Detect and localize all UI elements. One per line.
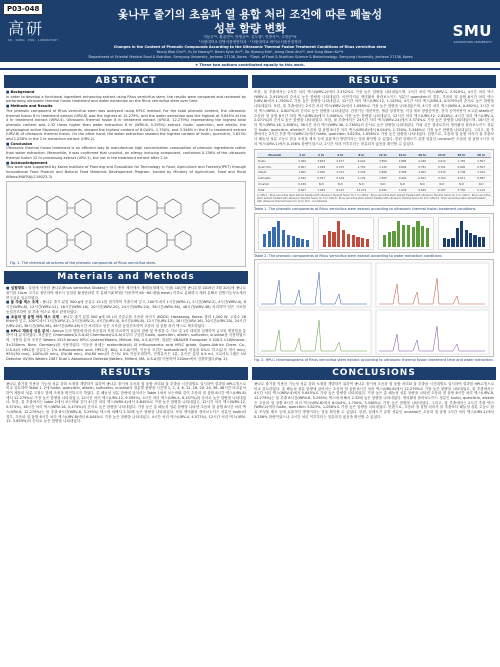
table-cell: 0.497 [312,175,331,181]
table-cell: N.D [331,181,350,187]
results-left-heading: RESULTS [4,367,248,380]
mini-chart-bar [352,235,355,247]
affiliation-english: ¹Department of Oriental Medical Food & Nutrition, Semyung University, Jecheon 27136, Korea · ²Dept. of Food & Nutrition Science & Biotechnology, Semyung University, Jecheon 27136, Korea [87,55,413,59]
table-1-header-cell: 2 hr [312,152,331,157]
table-1-header-cell: 8 hr [350,152,373,157]
table-cell: 8.157 [331,187,350,193]
mini-chart-bar [447,239,450,247]
abstract-methods: The phenolic component of Rhus vernicifua stem was analyzed using HPLC method. For the total phenolic content, the ultrasonic thermal fusion 8 hr treatment extract (URV-8) was the highest at 12.279%, and the water extraction was the highest at 5.645% at the 4 hr treatment extract (WRV-4). Ultrasonic thermal fusion 8 hr treatment extract (URV-8, 12.279%) representing the highest total phenolic content was 2.32 times higher than water extraction 8 hr (WRV-8, 5.295%) extract. fustin, quercitrin, and afzelin, the physiological active flavonoid components, showed the highest content of 6.044%, 1.750%, and 3.346% in the 8 hr treatment extract (URV-8) of ultrasonic thermal fusion. On the other hand, the water extraction showed the highest content of fustin, quercitrin, 3.823% and 1.058% in the 2 hr extraction extract (URV-2). [6,108,246,142]
university-logo [453,22,492,44]
poster-header [0,0,500,62]
mini-chart-bar [366,239,369,247]
lab-logo-mark: 高研 [8,19,45,38]
mini-chart-bar [421,226,424,247]
figure-1-caption: Fig. 1. The chemical structures of the phenolic compounds of Rhus vernicifua stem. [10,260,157,265]
table-cell: 1.781 [452,158,472,164]
table-cell: 7.283 [312,187,331,193]
table-cell: 0.620 [452,164,472,170]
table-cell: Afzelin [257,169,293,175]
mini-chart-bar [392,231,395,247]
mini-chart-bar [397,221,400,247]
mini-chart-bar [412,227,415,247]
table-cell: 0.156 [293,181,312,187]
table-cell: 4.577 [331,158,350,164]
authors-korean: 지동우¹*, 황효민¹*, 안병균¹*, 김도형¹, 안중욱¹*, 고현준¹*† [203,35,297,39]
table-cell: 3.859 [373,158,393,164]
table-cell: 2.601 [412,169,432,175]
mini-chart-bar [292,236,295,246]
table-cell: 0.700 [432,175,452,181]
table-cell: N.D [350,181,373,187]
mini-chart-bar [272,227,275,247]
conclusions-heading: CONCLUSIONS [252,367,496,380]
equal-contribution-note: ★ These two authors contributed equally to this work. [0,62,500,70]
mini-chart-bar [473,235,476,247]
lab-logo-text: KO · DONG · EON · LABORATORY [8,39,59,42]
abstract-body: ■ Background In order to develop a functional ingredient enhancing extract using Rhus vernicifua stem, the results were compared and reviewed by performing ultrasonic thermal fusion treatment and water extraction on the Rhus vernicifua stem over time. ■ Methods and Results The phenolic component of Rhus vernicifua stem was analyzed using HPLC method. For the total phenolic content, the ultrasonic thermal fusion 8 hr treatment extract (URV-8) was the highest at 12.279%, and the water extraction was the highest at 5.645% at the 4 hr treatment extract (WRV-4). Ultrasonic thermal fusion 8 hr treatment extract (URV-8, 12.279%) representing the highest total phenolic content was 2.32 times higher than water extraction 8 hr (WRV-8, 5.295%) extract. fustin, quercitrin, and afzelin, the physiological active flavonoid components, showed the highest content of 6.044%, 1.750%, and 3.346% in the 8 hr treatment extract (URV-8) of ultrasonic thermal fusion. On the other hand, the water extraction showed the highest content of fustin, quercitrin, 3.823% and 1.058% in the 2 hr extraction extract (URV-2). ■ Conclusion Ultrasonic thermal fusion treatment is an efficient way to manufacture high concentration composition of phenolic ingredients rather than water extraction. Meanwhile, it was confirmed that urushiol, an allergy inducing component, contained 0.156% of the ultrasonic thermal fusion 12 hr processing extract (URV-1), but not in the treatment extract after 2 hr. ■ Acknowledgement This work was supported by Korea Institute of Planning and Evaluation for Technology in Food, Agriculture and Forestry(IPET) through Innovational Food Product and Natural Food Materials Development Program, funded by Ministry of Agriculture, Food and Rural Affairs(MAFRA)(119023-3) [6,90,246,179]
mini-chart-4 [438,217,490,250]
abstract-background: In order to develop a functional ingredient enhancing extract using Rhus vernicifua stem, the results were compared and reviewed by performing ultrasonic thermal fusion treatment and water extraction on the Rhus vernicifua stem over time. [6,94,246,104]
table-cell: 1.750 [350,164,373,170]
table-cell: 3.346 [350,169,373,175]
table-1-footnote: 1) URV-1 : Rhus vernicifua stem extract treated with ultrasonic thermal fusion for 1 hr; URV-2 : Rhus vernicifua stem extract treated with ultrasonic thermal fusion for 2 hr; URV-4 : Rhus vernicifua stem extract treated with ultrasonic thermal fusion for 4 hr; URV-8 : Rhus vernicifua stem extract treated with ultrasonic thermal fusion for 8 hr; URV-12 : Rhus vernicifua stem extract treated with ultrasonic thermal fusion for 12 hr. N.D : not detected. [257,194,491,204]
table-cell: 0.534 [331,175,350,181]
table-cell: 7.629 [393,187,413,193]
table-cell: Total [257,187,293,193]
table-cell: 0.587 [471,175,491,181]
table-cell: 5.750 [452,187,472,193]
mini-chart-bar [451,238,454,247]
table-cell: Sulfuretin [257,175,293,181]
conclusions-body: 옻나무 줄기를 이용한 기능성 성분 강화 소재를 개발하기 위하여 옻나무 줄기에 초음파 열 융합 처리와 물 추출을 시간대별로 실시하여 결과를 HPLC법으로 비교 검토하였다. 총 페놀성 성분 함량에 있어서는 초음파 열 융합 8시간 처리 엑스(URV-8)에서 12.279%로 가장 높은 함량을 나타내었고, 물 추출에서는 4시간 처리 엑스(WRV-4)에서 5.645%로 가장 높은 함량을 나타내었다. 가장 높은 총 페놀성 성분 함량을 나타낸 초음파 열 융합 8시간 처리 엑스(URV-8, 12.279%)는 물 추출 8시간(WRV-8, 5.295%) 엑스에 비해서 2.32배 높은 함량을 나타내었다. 생리활성 플라보노이드 성분인 fustin, quercitrin, afzelin은 초음파 열 융합 8시간 처리 엑스(URV-8)에서 6.044%, 1.750%, 3.346%로 가장 높은 함량을 나타내었다. 그리고, 물 추출에서는 2시간 추출 엑스(WRV-2)에서 fustin, quercitrin 3.823%, 1.058%로 가장 높은 함량을 나타내었다. 한편으로, 초음파 열 융합 처리가 물 추출보다 페놀성 성분 고농도 함유 조성물 제조 등에 효율적인 방법이라는 것을 확인할 수 있었다. 한편, 알레르기 유발 성분인 urushiol은 초음파 열 융합 1시간 처리 엑스(URV-1)에서 0.156% 함량이었으나, 2시간 처리 이후부터는 함유되지 않음을 확인할 수 있었다. [254,381,494,419]
table-cell: 2.012 [432,158,452,164]
materials-item-hplc: ■ HPLC 재료성 성분 분석 : Amiya 등의 방법에 따라 표준물과 직접 비교하여 성분의 함량 및 측정을 수 지료 및 1차 내외를 실행하여 급코피 계현법을 통하여 내 분석하였다. 표준물은 Chromadex(U.S.A)와 Chemfaces(U.S.A)로부터 구입한 fustin, quercitrin, afzelin, sulfuretin, urushiol을 사용하였으며, 사용한 분석 조건은 Waters 1525 binary HPLC system(Waters, Milford, MA, U.S.A)이며, 컬럼은 KNAUER Eurospher II 100-5 C18(Knauer, 3×250mm, Born, Germany)을 사용하였다. 이동상 용매는 acetonitrile(A) 와 trifluoroacetic acid HPLC grade, Sigma-Aldrich Chem. Co., U.S.A)의 HPLC용 증류수는 1% trifluoroacetic acid, HPLC용, B&J, U.S.A)이며, 이동상 조건은 acetonitrile의 비율을 0%로 하고(분석 개시 min), 95%(30 min), 100%(45 min), 0%(46 min), 0%(60 min)의 순서로 0% 이동조절하여, 전개유속은 1분, 유속은 분당 0.9 ml, 크로마토그램은 UV Detector UV/Vis Waters 2487 Dual λ Absorbance Detector(Waters, Milford, MA, U.S.A)를 이용하여 220nm에서 검출하였다(Fig. 2). [6,328,246,361]
mini-chart-bar [482,237,485,247]
title-english: Changes in the Content of Phenolic Compounds According to the Ultrasonic Thermal Fusion Treatment Conditions of Rhus vernicifua stem [113,45,387,49]
table-cell: 6.633 [412,187,432,193]
mini-chart-bar [263,234,266,247]
table-cell: Fustin [257,158,293,164]
mini-chart-bar [361,238,364,247]
university-logo-mark: SMU [452,22,492,40]
table-1-header-cell: Phenolic [257,152,293,157]
mini-chart-bar [332,232,335,246]
mini-chart-bar [347,234,350,247]
mini-chart-bar [443,238,446,247]
table-cell: 1.905 [312,169,331,175]
mini-chart-3 [378,217,434,250]
authors-english: Young Woo Cho¹*, Yu Jin Hwang¹*, Beom Kyun An¹*, Do Hyeong Kim¹, Jeong Deuk Ahn¹*, and Sung Woon Ko¹*† [156,50,344,54]
mini-chart-bar [328,231,331,247]
table-cell: 6.044 [350,158,373,164]
table-cell: N.D [373,181,393,187]
table-1-header-cell: 36 hr [452,152,472,157]
mini-chart-bar [337,221,340,247]
title-korean-line1: 옻나무 줄기의 초음파 열 용합 처리 조건에 따른 페놀성 [117,8,383,21]
mini-chart-bar [342,230,345,247]
table-cell: Urushiol [257,181,293,187]
table-cell: 1.139 [350,175,373,181]
lab-logo [8,16,68,42]
figure-2-chromatograms [254,259,494,357]
table-cell: 2.738 [452,169,472,175]
figure-1-structures [6,181,246,267]
mini-chart-bar [465,230,468,247]
table-cell: 12.279 [350,187,373,193]
mini-chart-bar [407,225,410,247]
mini-chart-bar [469,233,472,246]
table-2-charts [254,213,494,253]
table-cell: N.D [432,181,452,187]
table-1-caption: Table 1. The phenolic components of Rhus vernicifua stem extract according to ultrasonic thermal fusion treatment conditions. [254,207,477,212]
table-cell: 2.885 [393,158,413,164]
table-1-header-cell: 1 hr [293,152,312,157]
mini-chart-bar [383,235,386,247]
mini-chart-bar [426,228,429,247]
table-cell: Quercitrin [257,164,293,170]
table-2-caption: Table 2. The phenolic components of Rhus vernicifua stem extract according to water extraction conditions [254,253,442,258]
table-cell: 0.781 [412,164,432,170]
table-cell: 3.374 [432,169,452,175]
materials-heading: Materials and Methods [4,271,248,284]
chromatogram-drawing [255,260,493,356]
abstract-acknowledgement: This work was supported by Korea Institute of Planning and Evaluation for Technology in Food, Agriculture and Forestry(IPET) through Innovational Food Product and Natural Food Materials Development Program, funded by Ministry of Agriculture, Food and Rural Affairs(MAFRA)(119023-3) [6,165,246,179]
abstract-conclusion: Ultrasonic thermal fusion treatment is an efficient way to manufacture high concentration composition of phenolic ingredients rather than water extraction. Meanwhile, it was confirmed that urushiol, an allergy inducing component, contained 0.156% of the ultrasonic thermal fusion 12 hr processing extract (URV-1), but not in the treatment extract after 2 hr. [6,146,246,160]
mini-chart-bar [287,235,290,247]
table-cell: 9.395 [373,187,393,193]
table-cell: N.D [471,181,491,187]
table-cell: 5.119 [471,187,491,193]
table-1-header-cell: 16 hr [393,152,413,157]
table-cell: 2.440 [412,158,432,164]
mini-chart-bar [323,235,326,247]
mini-chart-bar [388,232,391,247]
table-cell: 1.567 [471,158,491,164]
table-cell: 0.611 [452,175,472,181]
table-cell: 0.811 [412,175,432,181]
mini-chart-bar [306,240,309,247]
materials-item-samples: ■ 실험재료 : 실험에 사용한 옻나무(Rhus vernicifua Stokes)는 한국 충북 제천에서 재배한(재배지, 이광) 10년생 옻나무를 2019년 3월 20일에 옻나무 줄기를 10cm 크기로 절단하여 제조시 공업한 활성탄화한 후 분쇄기(ETP)를 이용하여 65~80 메쉬(mesh) 이하로 분쇄하고 세화 유해조 한방기능성소재의 연구실로 입수하였다. [6,286,247,300]
materials-item-water: ■ 물 추출 엑스 조제 : 옻나무 줄기 분말 500 g에 증류수 15 L를 첨가하여 추출기에 넣고, 100℃에서 1시간(WRV-1), 2시간(WRV-2), 4시간(WRV-4), 8시간(WRV-8), 12시간(WRV-12), 16시간(WRV-16), 20시간(WRV-20), 24시간(WRV-24), 36시간(WRV-36), 48시간(WRV-48) 처리하여 얻은 시료를 동결건조하여 물 추출 엑스로 제조 완성하였다. [6,300,246,314]
university-logo-text: SANGMYUNG UNIVERSITY [453,40,492,44]
table-cell: 0.975 [331,164,350,170]
abstract-heading: ABSTRACT [4,75,248,88]
mini-chart-bar [416,221,419,247]
results-right-body: 또한, 물 추출에서는 2시간 처리 엑스(WRV-2)에서 3.332%로 가장 높은 함량을 나타내었으며, 1시간 처리 엑스(WRV-1, 2.920%), 4시간 처리 엑스(WRV-4, 2.910%)의 순서로 높은 함량을 나타내었다. 마찬가지로 생리활성 플라보노이드 성분인 quercitrin의 경우, 초음파 열 융합 8시간 처리 엑스(URV-8)에서 1.750%로 가장 높은 함량을 나타내었고, 12시간 처리 엑스(URV-12, 1.145%), 4시간 처리 엑스(URV-4, 0.975%)의 순서로 높은 함량을 나타내었다. 또한, 물 추출에서는 2시간 처리 엑스(WRV-2)에서 1.058%로 가장 높은 함량을 나타내었으며, 4시간 처리 엑스(WRV-4, 0.892%), 1시간 처리 엑스(WRV-1, 0.807%)의 순서로 높은 함량을 나타내었다. 간장기능 개선작용, 혈관 청정작용, 지질 세포 항염증작용, 전자 공여작용이 보고된 afzelin은 초음파 열 융합 8시간 처리 엑스(URV-8)에서 3.346%로 가장 높은 함량을 나타내었고, 12시간 처리 엑스(URV-12, 2.828%), 4시간 처리 엑스(URV-4, 2.071%)의 순서로 높은 함량을 나타내었다. 또한, 물 추출에서는 24시간 처리 엑스(WRV-24)에서 3.374%로 가장 높은 함량을 나타내었으며, 16시간 처리 엑스(WRV-16, 2.858%), 36시간 처리 엑스(WRV-36, 2.738%)의 순서로 높은 함량을 나타내었다. 이와 같은 결과로부터 생리활성 플라보노이드 성분인 fustin, quercitrin, afzelin은 초음파 열 융합 8시간 처리 엑스(URV-8)에서 6.044%, 1.750%, 3.346%로 가장 높은 함량을 나타내었다. 그리고, 물 추출에서는 2시간 추출 엑스(WRV-2)에서 fustin, quercitrin 3.823%, 1.058%로 가장 높은 함량을 나타내었다. 한편으로, 초음파 열 융합 처리가 물 추출보다 페놀성 성분 고농도 함유 조성물 제조 등에 효율적인 방법이라는 것을 확인할 수 있었다. 한편 알레르기 유발 성분인 urushiol은 초음파 열 융합 1시간 처리 엑스(URV-1)에서 0.156% 함량이었으나, 2시간 처리 이후부터는 함유되지 않음을 확인할 수 있었다. [254,90,494,146]
mini-chart-bar [277,221,280,247]
figure-2-caption: Fig. 2. HPLC chromatograms of Rhus vernicifua stem extract according to ultrasonic thermal fusion treatment time and water extraction. [254,358,494,363]
mini-chart-bar [301,239,304,247]
table-cell: N.D [393,181,413,187]
title-korean-line2: 성분 함량 변화 [214,22,286,35]
table-cell: 0.892 [393,164,413,170]
table-cell: 0.701 [432,164,452,170]
table-cell: 6.007 [293,187,312,193]
table-1-header-cell: 12 hr [373,152,393,157]
mini-chart-bar [268,231,271,247]
materials-item-ultrasonic: ■ 초음파 열 융합 처리 엑스 조제 : 옻나무 줄기 분말 500 g에 15 L의 증류수를 초음파 처리기 (KDDO, Hwaseong, Korea, 출력 1,200 W, 주파수 28 KHz)에 넣고, 100℃에서 1시간(URV-1), 2시간(URV-2), 4시간(URV-4), 8시간(URV-8), 12시간(URV-12), 16시간(URV-16), 20시간(URV-20), 24시간(URV-24), 36시간(URV-36), 48시간(URV-48)시간 처리하고 얻은 시료를 동결건조하여 초음파 열 융합 처리 엑스로 제조하였다. [6,314,246,328]
mini-chart-bar [356,237,359,247]
mini-chart-bar [460,221,463,247]
table-cell: 0.553 [471,164,491,170]
table-cell: 3.823 [312,158,331,164]
results-right-heading: RESULTS [252,75,496,88]
table-cell: 2.828 [373,169,393,175]
mini-chart-bar [282,230,285,247]
table-cell: 0.807 [293,164,312,170]
left-column [4,75,248,426]
table-cell: N.D [412,181,432,187]
table-cell: 1.058 [312,164,331,170]
mini-chart-bar [296,238,299,247]
mini-chart-bar [478,237,481,247]
table-1 [254,149,494,206]
table-cell: 0.994 [393,175,413,181]
table-1-header-cell: 48 hr [471,152,491,157]
affiliation-korean: ¹서원대학교 한방식품영양학과 · ²서원대학교 바이오식품산업학과 [198,40,302,44]
mini-chart-1 [258,217,314,250]
table-1-header-cell: 20 hr [412,152,432,157]
mini-chart-bar [456,228,459,247]
table-cell: 1.145 [373,164,393,170]
table-cell: 1.563 [373,175,393,181]
table-cell: 2.920 [293,158,312,164]
poster-id: P03-048 [3,3,43,15]
table-cell: N.D [452,181,472,187]
table-cell: 2.412 [471,169,491,175]
materials-body [4,284,248,363]
chemical-structures-drawing [7,182,245,260]
table-1-header-cell: 4 hr [331,152,350,157]
table-cell: 2.071 [331,169,350,175]
table-row [257,187,491,193]
table-cell: N.D [312,181,331,187]
table-1-header-cell: 24 hr [432,152,452,157]
table-cell: 2.858 [393,169,413,175]
mini-chart-bar [402,225,405,247]
table-cell: 6.787 [432,187,452,193]
right-column [252,75,496,422]
table-cell: 0.522 [293,175,312,181]
table-cell: 1.602 [293,169,312,175]
table-1-grid [257,152,491,193]
mini-chart-2 [318,217,374,250]
results-left-body: 옻나무 줄기를 이용한 기능성 성분 강화 소재를 개발하기 위하여 옻나무 줄기에 초음파 열 융합 처리와 물 추출을 시간대별로 실시하여 결과를 HPLC법으로 비교 검토하여 Table 1, 2에 fustin, quercitrin, afzelin, sulfuretin, urushiol의 성분별 함량을 시간별 1, 2, 4, 8, 12, 16, 20, 24, 36, 48시간 비교분석하여 제품의 성분 고찰도 함께 조정을 확인하고자 하였다. 총 페놀성 성분 함량에 있어서는 Table 1에서 보는바와 같이 초음파 열 융합 8시간 엑스(URV-8)에서 12.279%로 가장 높은 함량을 나타내었고, 12시간 처리 엑스(URV-12, 9.395%), 4시간 처리 엑스(URV-4, 8.157%)의 순서로 높은 함량을 나타내었다. 또한, 물 추출에서는 table 2에서 보는바와 같이 4시간 처리 엑스(WRV-4)에서 5.645%로 가장 높은 함량을 나타내었고, 12시간 처리 엑스(WRV-12, 5.574%), 16시간 처리 엑스(WRV-16, 5.474%)의 순서로 높은 함량을 나타내었다. 가장 높은 총 페놀성 성분 함량을 나타낸 초음파 열 융합 8시간 처리 엑스(URV-8, 12.279%)는 물 추출 8시간(WRV-8, 5.295%) 엑스에 비해서 2.32배 높은 함량을 나타내었다. 또한 생리활성 플라보노이드 성분인 fustin의 경우, 초음파 열 융합 8시간 처리 엑스(URV-8)에서 6.044%로 가장 높은 함량을 나타내었고, 4시간 처리 엑스(URV-4, 4.577%), 12시간 처리 엑스(URV-12, 3.859%)의 순서로 높은 함량을 나타내었다. [6,381,247,424]
